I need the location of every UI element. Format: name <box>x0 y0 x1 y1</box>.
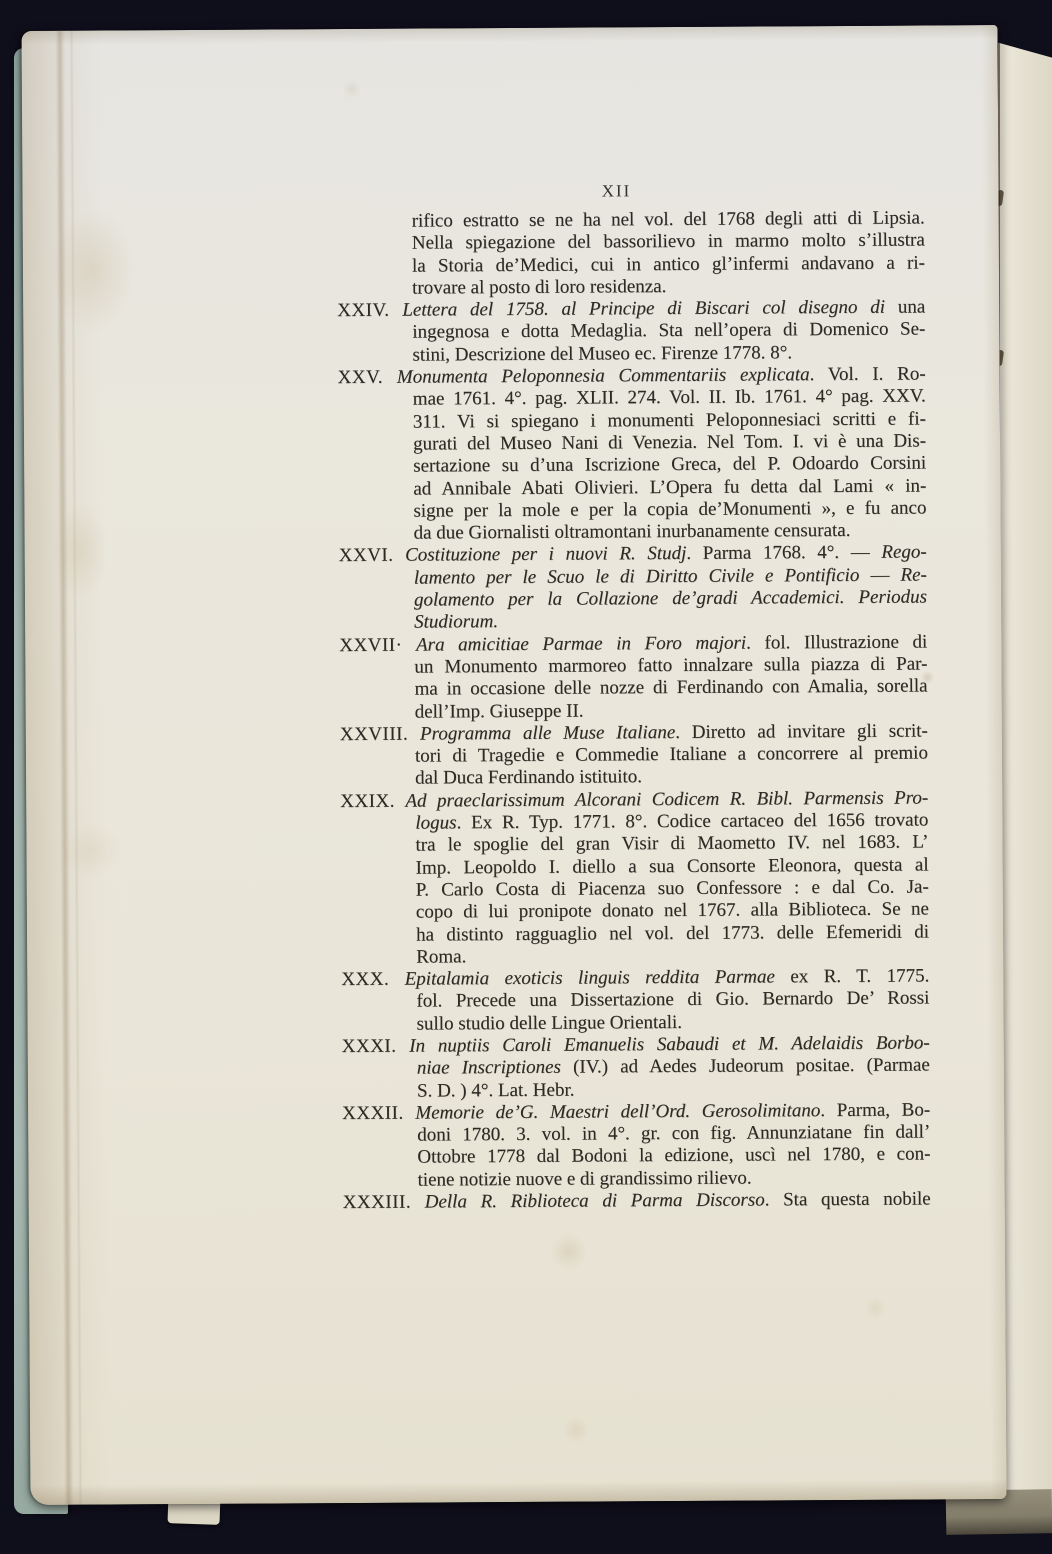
text-line <box>343 1189 931 1215</box>
text-line <box>412 207 925 232</box>
text-line <box>416 876 929 901</box>
text-segment: signe per la mole e per la copia de’Monumenti », e fu anco <box>413 497 927 522</box>
text-segment: fol. Precede una Dissertazione di Gio. Bernardo De’ Rossi <box>416 987 930 1012</box>
entry <box>340 787 929 969</box>
entry-label: XXVI. <box>338 545 394 567</box>
text-segment: 311. Vi si spiegano i monumenti Peloponnesiaci scritti e fi- <box>412 408 926 433</box>
entry <box>343 1189 931 1215</box>
text-segment: la Storia de’Medici, cui in antico gl’infermi andavano a ri- <box>411 252 926 277</box>
text-segment: . Sta questa nobile <box>764 1188 931 1211</box>
text-line <box>417 1010 930 1035</box>
text-segment: S. D. ) 4°. Lat. Hebr. <box>416 1079 575 1102</box>
text-line <box>414 676 927 701</box>
text-segment: Studiorum. <box>414 611 499 633</box>
entry-label: XXXI. <box>341 1035 397 1058</box>
text-segment: Epitalamia exoticis linguis reddita Parmae <box>404 966 775 990</box>
text-segment: ha distinto ragguaglio nel vol. del 1773. delle Efemeridi di <box>415 920 930 946</box>
text-segment: . Vol. I. Ro- <box>809 363 926 386</box>
text-segment: tiene notizie nuove e di grandissimo rilievo. <box>417 1167 752 1191</box>
text-segment: Lettera del 1758. al Principe di Biscari col disegno di <box>402 296 886 321</box>
text-segment: ad Annibale Abati Olivieri. L’Opera fu detta dal Lami « in- <box>413 475 927 500</box>
text-segment: Memorie de’G. Maestri dell’Ord. Gerosolimitano <box>415 1100 821 1124</box>
text-line <box>415 809 928 834</box>
text-line <box>415 765 928 790</box>
text-segment: dell’Imp. Giuseppe II. <box>414 700 584 723</box>
text-line <box>415 832 928 857</box>
entry-label: XXV. <box>337 366 384 389</box>
text-line <box>412 230 925 255</box>
text-line <box>412 252 925 277</box>
text-segment: Della R. Riblioteca di Parma Discorso <box>424 1189 765 1213</box>
entry-label: XXXIII. <box>342 1191 412 1214</box>
entry-label: XXIX. <box>340 790 396 812</box>
text-segment: gurati del Museo Nani di Venezia. Nel Tom. I. vi è una Dis- <box>412 430 927 455</box>
text-line <box>414 564 927 589</box>
text-line <box>416 921 929 946</box>
entry-label: XXVIII. <box>339 723 409 745</box>
text-segment: Monumenta Peloponnesia Commentariis explicata <box>396 364 810 388</box>
entry <box>337 207 926 300</box>
text-line <box>415 698 928 723</box>
entry <box>339 631 928 724</box>
text-segment: da due Giornalisti oltramontani inurbanamente censurata. <box>413 520 851 544</box>
text-line <box>417 1144 930 1169</box>
text-line <box>412 341 925 366</box>
text-segment: Roma. <box>416 946 467 968</box>
text-segment: . Diretto ad invitare gli scrit- <box>675 720 928 743</box>
text-segment: P. Carlo Costa di Piacenza suo Confessore : e dal Co. Ja- <box>415 876 929 901</box>
text-line <box>417 1077 930 1102</box>
entry <box>337 297 925 367</box>
entry <box>338 364 927 546</box>
text-segment: Nella spiegazione del bassorilievo in marmo molto s’illustra <box>411 229 925 254</box>
entry-label: XXIV. <box>337 299 390 322</box>
text-line <box>416 943 929 968</box>
text-segment: . Ex R. Typ. 1771. 8°. Codice cartaceo del 1656 trovato <box>456 809 929 834</box>
page-stack-edge <box>998 34 1052 1510</box>
text-line <box>416 899 929 924</box>
text-segment: Ad praeclarissimum Alcorani Codicem R. Bibl. Parmensis Pro- <box>405 787 929 812</box>
page-number: XII <box>601 181 632 201</box>
entry-label: XXVII· <box>339 634 403 656</box>
text-segment: Rego- <box>881 541 927 564</box>
entry <box>340 720 928 790</box>
text-segment: — <box>859 564 901 586</box>
text-segment: Ottobre 1778 dal Bodoni la edizione, uscì nel 1780, e con- <box>417 1143 931 1169</box>
text-segment: rifico estratto se ne ha nel vol. del 1768 degli atti di Lipsia. <box>411 207 925 232</box>
text-segment: Re- <box>900 564 927 586</box>
entry-label: XXXII. <box>342 1102 404 1124</box>
text-line <box>416 854 929 879</box>
text-segment: trovare al posto di loro residenza. <box>412 275 667 299</box>
text-segment: sullo studio delle Lingue Orientali. <box>416 1011 683 1035</box>
text-segment: ingegnosa e dotta Medaglia. Sta nell’opera di Domenico Se- <box>412 318 926 344</box>
text-line <box>416 988 929 1013</box>
text-line <box>413 408 926 433</box>
text-line <box>417 1122 930 1147</box>
text-line <box>412 319 925 344</box>
text-segment: sertazione su d’una Iscrizione Greca, del P. Odoardo Corsini <box>413 452 927 477</box>
text-segment: lamento per le Scuo le di Diritto Civile e Pontificio <box>413 564 860 589</box>
text-block <box>337 207 931 1214</box>
text-line <box>413 475 926 500</box>
text-segment: In nuptiis Caroli Emanuelis Sabaudi et M. Adelaidis Borbo- <box>409 1032 930 1057</box>
text-line <box>414 520 927 545</box>
entry <box>339 542 928 635</box>
text-segment: (IV.) ad Aedes Judeorum positae. (Parmae <box>560 1054 930 1079</box>
text-segment: niae Inscriptiones <box>416 1057 561 1079</box>
text-segment: . fol. Illustrazione di <box>746 631 928 654</box>
text-line <box>417 1055 930 1080</box>
text-line <box>413 386 926 411</box>
text-line <box>414 653 927 678</box>
entry-label: XXX. <box>341 968 390 991</box>
text-segment: . Parma 1768. 4°. — <box>686 542 882 565</box>
text-segment: stini, Descrizione del Museo ec. Firenze 1778. 8°. <box>412 342 793 366</box>
text-segment: doni 1780. 3. vol. in 4°. gr. con fig. Annunziatane fin dall’ <box>417 1121 931 1146</box>
text-segment: Costituzione per i nuovi R. Studj <box>405 543 687 567</box>
text-segment: logus <box>415 812 457 834</box>
text-segment: dal Duca Ferdinando istituito. <box>415 766 643 790</box>
text-line <box>413 453 926 478</box>
text-segment: Imp. Leopoldo I. diello a sua Consorte Eleonora, questa al <box>415 854 929 879</box>
text-segment: ex R. T. 1775. <box>774 965 930 988</box>
text-segment: Ara amicitiae Parmae in Foro majori <box>415 632 747 656</box>
text-segment: mae 1761. 4°. pag. XLII. 274. Vol. II. Ib. 1761. 4° pag. XXV. <box>412 385 926 410</box>
text-segment: copo di lui pronipote donato nel 1767. alla Biblioteca. Se ne <box>415 898 929 923</box>
text-segment: Programma alle Muse Italiane <box>419 721 676 745</box>
text-line <box>414 609 927 634</box>
book-page <box>22 25 1007 1505</box>
text-segment: tra le spoglie del gran Visir di Maometto IV. nel 1683. L’ <box>415 831 929 856</box>
entry <box>342 1032 930 1102</box>
text-segment: un Monumento marmoreo fatto innalzare sulla piazza di Par- <box>414 653 928 678</box>
text-segment: . Parma, Bo- <box>820 1099 931 1122</box>
entry <box>342 1099 931 1192</box>
text-segment: una <box>884 296 926 318</box>
text-line <box>414 587 927 612</box>
text-segment: tori di Tragedie e Commedie Italiane a concorrere al premio <box>414 742 928 767</box>
text-line <box>413 430 926 455</box>
entry <box>341 966 929 1036</box>
text-line <box>415 743 928 768</box>
text-segment: ma in occasione delle nozze di Ferdinando con Amalia, sorella <box>414 675 928 700</box>
text-line <box>417 1166 930 1191</box>
text-segment: golamento per la Collazione de’gradi Accademici. Periodus <box>413 586 928 611</box>
text-line <box>413 497 926 522</box>
text-line <box>412 274 925 299</box>
